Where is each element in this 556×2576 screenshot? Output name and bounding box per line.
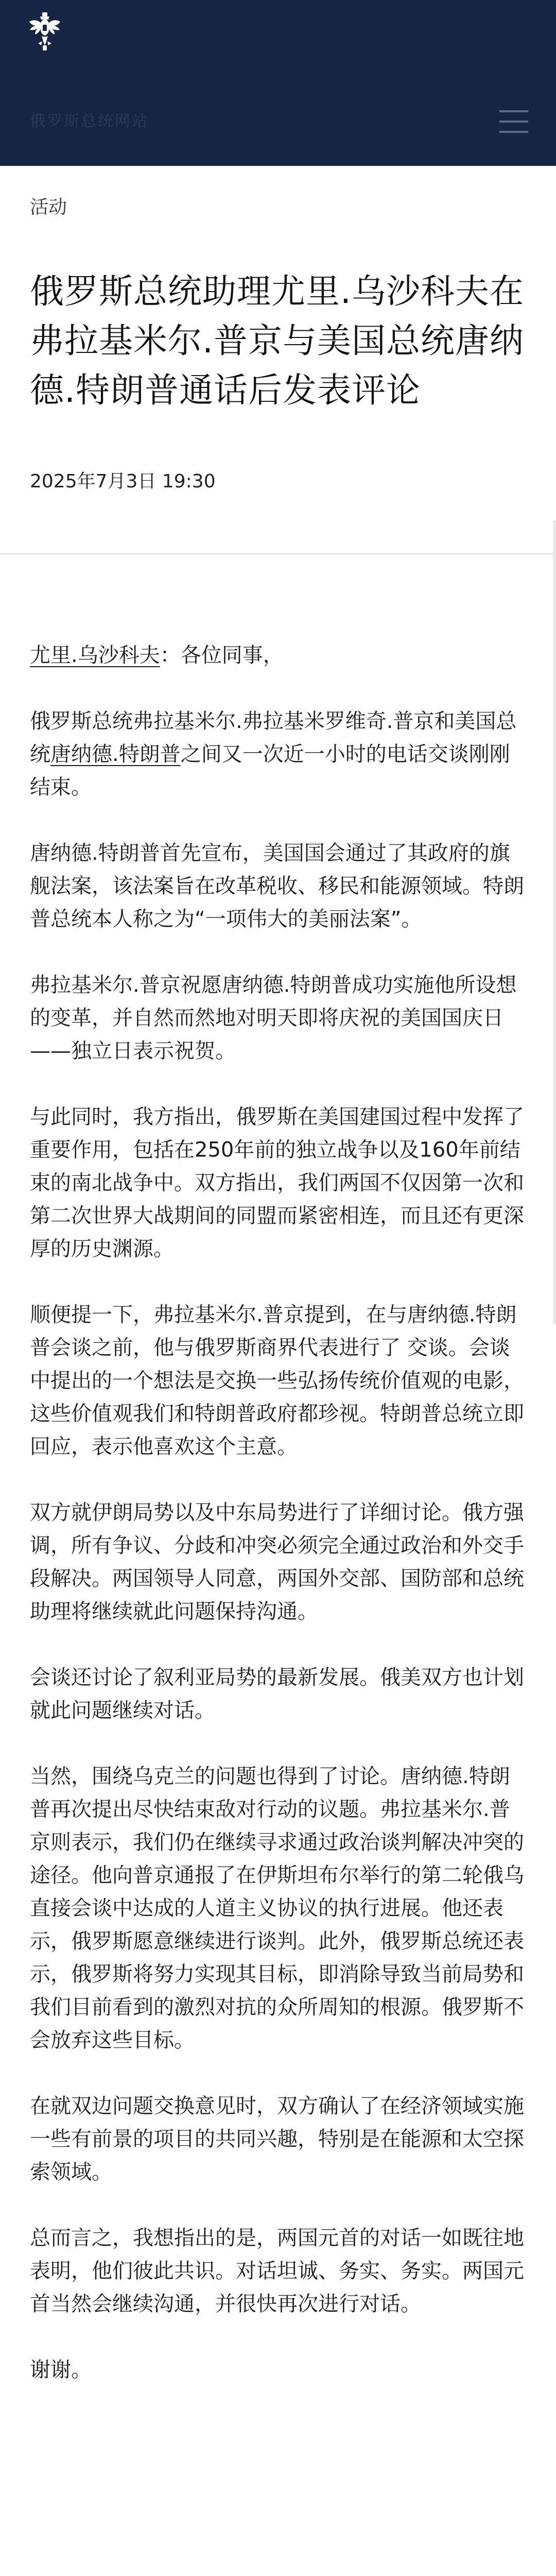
person-link-trump[interactable]: 唐纳德.特朗普 (50, 742, 181, 766)
category-label[interactable]: 活动 (30, 197, 67, 218)
article-paragraph: 总而言之，我想指出的是，两国元首的对话一如既往地表明，他们彼此共识。对话坦诚、务实、务实。两国元首当然会继续沟通，并很快再次进行对话。 (30, 2226, 524, 2316)
site-logo-text[interactable]: 俄罗斯总统网站 (30, 112, 149, 130)
menu-bar (499, 121, 528, 123)
greeting-paragraph (30, 639, 529, 672)
site-header (0, 0, 556, 166)
paragraph-text: 俄罗斯总统弗拉基米尔.弗拉基米罗维奇.普京和美国总统 (30, 709, 517, 766)
article-meta (0, 166, 556, 554)
article-paragraph: 当然，围绕乌克兰的问题也得到了讨论。唐纳德.特朗普再次提出尽快结束敌对行动的议题。弗拉基米尔.普京则表示，我们仍在继续寻求通过政治谈判解决冲突的途径。他向普京通报了在伊斯坦布尔举行的第二轮俄乌直接会谈中达成的人道主义协议的执行进展。他还表示，俄罗斯愿意继续进行谈判。此外，俄罗斯总统还表示，俄罗斯将努力实现其目标，即消除导致当前局势和我们目前看到的激烈对抗的众所周知的根源。俄罗斯不会放弃这些目标。 (30, 1765, 524, 2052)
page-title: 俄罗斯总统助理尤里.乌沙科夫在弗拉基米尔.普京与美国总统唐纳德.特朗普通话后发表评论 (30, 272, 524, 410)
article-paragraph: 与此同时，我方指出，俄罗斯在美国建国过程中发挥了重要作用，包括在250年前的独立战争以及160年前结束的南北战争中。双方指出，我们两国不仅因第一次和第二次世界大战期间的同盟而紧密相连，而且还有更深厚的历史渊源。 (30, 1105, 524, 1261)
hamburger-menu-icon[interactable] (499, 110, 528, 134)
greeting-text: ：各位同事， (160, 643, 284, 667)
menu-bar (499, 131, 528, 133)
article-body (30, 639, 529, 2419)
paragraph-text: 之间又一次近一小时的电话交谈刚刚结束。 (30, 742, 510, 799)
closing-paragraph: 谢谢。 (30, 2358, 92, 2382)
article-paragraph: 在就双边问题交换意见时，双方确认了在经济领域实施一些有前景的项目的共同兴趣，特别是在能源和太空探索领域。 (30, 2094, 524, 2184)
publish-date: 2025年7月3日 19:30 (30, 471, 216, 492)
page-scrollbar[interactable] (553, 520, 556, 1324)
article-paragraph: 唐纳德.特朗普首先宣布，美国国会通过了其政府的旗舰法案，该法案旨在改革税收、移民和能源领域。特朗普总统本人称之为“一项伟大的美丽法案”。 (30, 841, 524, 931)
article-paragraph (30, 705, 529, 804)
article-paragraph: 顺便提一下，弗拉基米尔.普京提到，在与唐纳德.特朗普会谈之前，他与俄罗斯商界代表进行了 交谈。会谈中提出的一个想法是交换一些弘扬传统价值观的电影，这些价值观我们和特朗普政府都珍视。特朗普总统立即回应，表示他喜欢这个主意。 (30, 1303, 524, 1459)
speaker-link[interactable]: 尤里.乌沙科夫 (30, 643, 160, 667)
article-paragraph: 双方就伊朗局势以及中东局势进行了详细讨论。俄方强调，所有争议、分歧和冲突必须完全通过政治和外交手段解决。两国领导人同意，两国外交部、国防部和总统助理将继续就此问题保持沟通。 (30, 1501, 524, 1623)
article-paragraph: 会谈还讨论了叙利亚局势的最新发展。俄美双方也计划就此问题继续对话。 (30, 1666, 524, 1722)
double-headed-eagle-icon[interactable] (28, 11, 62, 52)
menu-bar (499, 110, 528, 112)
article-paragraph: 弗拉基米尔.普京祝愿唐纳德.特朗普成功实施他所设想的变革，并自然而然地对明天即将庆祝的美国国庆日——独立日表示祝贺。 (30, 973, 517, 1063)
